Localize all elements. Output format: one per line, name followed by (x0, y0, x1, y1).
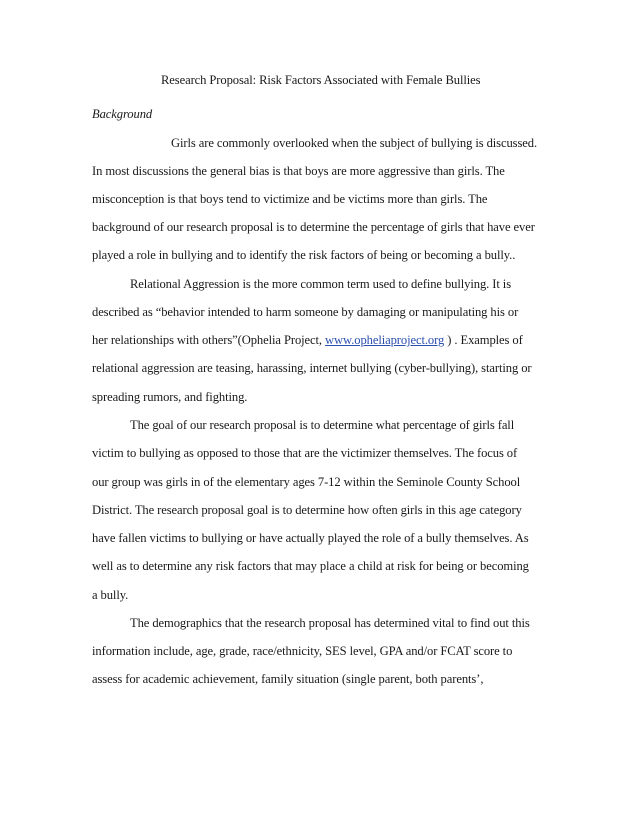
paragraph-line: a bully. (92, 588, 129, 602)
paragraph-line: information include, age, grade, race/ethnicity, SES level, GPA and/or FCAT score to (92, 644, 513, 658)
paragraph-line: described as “behavior intended to harm someone by damaging or manipulating his or (92, 305, 519, 319)
section-heading: Background (92, 107, 153, 121)
paragraph-line: misconception is that boys tend to victimize and be victims more than girls. The (92, 192, 488, 206)
citation-line (92, 332, 523, 348)
paragraph-line: played a role in bullying and to identify the risk factors of being or becoming a bully.. (92, 248, 516, 262)
citation-text-before: her relationships with others”(Ophelia Project, (92, 333, 326, 347)
ophelia-project-link[interactable]: www.opheliaproject.org (325, 333, 445, 347)
paragraph-line: In most discussions the general bias is that boys are more aggressive than girls. The (92, 164, 505, 178)
document-title: Research Proposal: Risk Factors Associated with Female Bullies (161, 73, 481, 87)
paragraph-line: victim to bullying as opposed to those that are the victimizer themselves. The focus of (92, 446, 518, 460)
paragraph-line: Relational Aggression is the more common term used to define bullying. It is (130, 277, 511, 291)
paragraph-line: The goal of our research proposal is to determine what percentage of girls fall (130, 418, 515, 432)
paragraph-line: well as to determine any risk factors that may place a child at risk for being or becoming (92, 559, 529, 573)
paragraph-line: assess for academic achievement, family situation (single parent, both parents’, (92, 672, 484, 686)
paragraph-line: our group was girls in of the elementary ages 7-12 within the Seminole County School (92, 475, 521, 489)
paragraph-line: Girls are commonly overlooked when the subject of bullying is discussed. (171, 136, 537, 150)
paragraph-line: spreading rumors, and fighting. (92, 390, 248, 404)
citation-text-after: ) . Examples of (444, 333, 523, 347)
paragraph-line: relational aggression are teasing, harassing, internet bullying (cyber-bullying), starting or (92, 361, 532, 375)
paragraph-line: background of our research proposal is to determine the percentage of girls that have ever (92, 220, 535, 234)
paragraph-line: The demographics that the research proposal has determined vital to find out this (130, 616, 530, 630)
paragraph-line: District. The research proposal goal is to determine how often girls in this age category (92, 503, 522, 517)
paragraph-line: have fallen victims to bullying or have actually played the role of a bully themselves. As (92, 531, 529, 545)
